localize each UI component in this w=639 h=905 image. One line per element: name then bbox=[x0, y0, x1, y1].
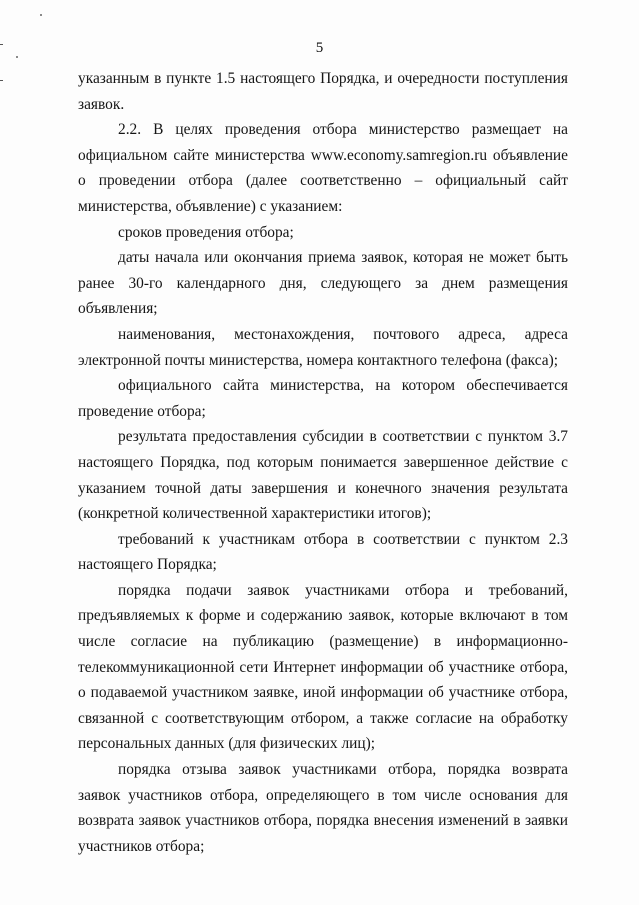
paragraph-continuation: указанным в пункте 1.5 настоящего Порядка, и очередности поступления заявок. bbox=[78, 70, 568, 113]
paragraph-list-item: сроков проведения отбора; bbox=[118, 223, 294, 241]
page-number: 5 bbox=[315, 40, 324, 56]
paragraph-list-item: результата предоставления субсидии в соответствии с пунктом 3.7 настоящего Порядка, под которым понимается завершенное действие с указанием точной даты завершения и конечного значения результата (конкретной количественной характеристики итогов); bbox=[78, 428, 568, 523]
paragraph-list-item: даты начала или окончания приема заявок, которая не может быть ранее 30-го календарного дня, следующего за днем размещения объявления; bbox=[78, 249, 568, 318]
scan-speck bbox=[40, 14, 42, 16]
paragraph-section-2-2: 2.2. В целях проведения отбора министерство размещает на официальном сайте министерства www.economy.samregion.ru объявление о проведении отбора (далее соответственно – официальный сайт министерства, объявление) с указанием: bbox=[78, 121, 568, 215]
paragraph-list-item: порядка отзыва заявок участниками отбора, порядка возврата заявок участников отбора, определяющего в том числе основания для возврата заявок участников отбора, порядка внесения изменений в заявки участников отбора; bbox=[78, 761, 568, 855]
paragraph-list-item: порядка подачи заявок участниками отбора и требований, предъявляемых к форме и содержанию заявок, которые включают в том числе согласие на публикацию (размещение) в информационно-телекоммуникационной сети Интернет информации об участнике отбора, о подаваемой участником заявке, иной информации об участнике отбора, связанной с соответствующим отбором, а также согласие на обработку персональных данных (для физических лиц); bbox=[78, 581, 568, 753]
paragraph-list-item: наименования, местонахождения, почтового адреса, адреса электронной почты министерства, номера контактного телефона (факса); bbox=[78, 325, 568, 369]
paragraph-list-item: требований к участникам отбора в соответствии с пунктом 2.3 настоящего Порядка; bbox=[78, 530, 568, 574]
document-body bbox=[78, 66, 568, 859]
paragraph-list-item: официального сайта министерства, на котором обеспечивается проведение отбора; bbox=[78, 377, 568, 420]
scan-margin-mark bbox=[0, 80, 3, 81]
